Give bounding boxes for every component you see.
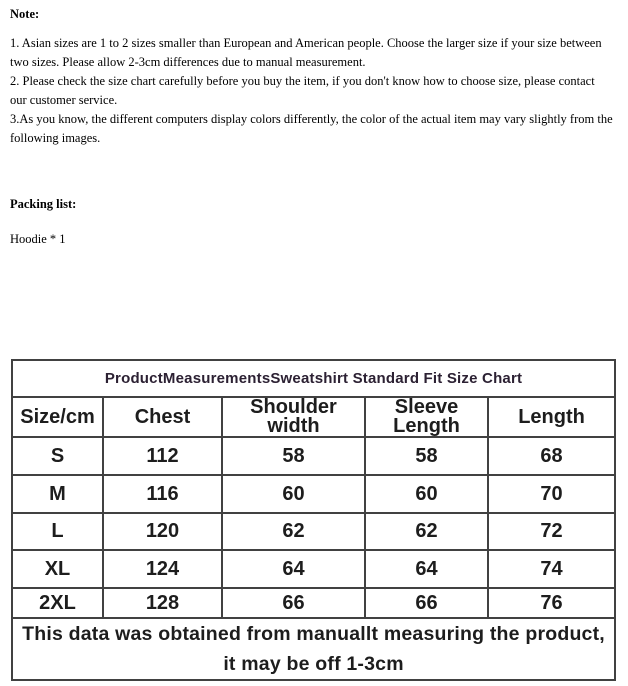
note-item-3: 3.As you know, the different computers display colors differently, the color of the actual item may vary slightly from the following images. [10,112,613,145]
sleeve-length-value: 62 [365,513,488,550]
packing-list-item: Hoodie * 1 [10,232,66,246]
size-row-xl [12,550,615,588]
shoulder-width-value: 60 [222,475,365,513]
shoulder-width-value: 62 [222,513,365,550]
sleeve-length-value: 64 [365,550,488,588]
size-label: M [12,475,103,513]
size-row-l [12,513,615,550]
sleeve-length-value: 60 [365,475,488,513]
size-chart-header-row [12,397,615,437]
shoulder-width-value: 58 [222,437,365,475]
length-value: 68 [488,437,615,475]
size-chart-title: ProductMeasurementsSweatshirt Standard Fit Size Chart [12,360,615,397]
length-value: 76 [488,588,615,618]
column-header-size: Size/cm [12,397,103,437]
chest-value: 128 [103,588,222,618]
size-chart-table [11,359,616,681]
length-value: 74 [488,550,615,588]
note-item-1: 1. Asian sizes are 1 to 2 sizes smaller than European and American people. Choose the larger size if your size between two sizes. Please allow 2-3cm differences due to manual measurement. [10,36,602,69]
length-value: 72 [488,513,615,550]
chest-value: 120 [103,513,222,550]
column-header-length: Length [488,397,615,437]
column-header-sleeve-length: Sleeve Length [365,397,488,437]
sleeve-length-value: 58 [365,437,488,475]
note-item-2: 2. Please check the size chart carefully before you buy the item, if you don't know how to choose size, please contact our customer service. [10,74,595,107]
shoulder-width-value: 64 [222,550,365,588]
shoulder-width-value: 66 [222,588,365,618]
chest-value: 112 [103,437,222,475]
size-label: S [12,437,103,475]
size-chart-title-row [12,360,615,397]
column-header-chest: Chest [103,397,222,437]
packing-list-heading: Packing list: [10,197,77,211]
sleeve-length-value: 66 [365,588,488,618]
size-chart-footnote-row [12,618,615,680]
footnote-line-2: it may be off 1-3cm [223,653,404,675]
size-label: L [12,513,103,550]
length-value: 70 [488,475,615,513]
size-label: XL [12,550,103,588]
size-label: 2XL [12,588,103,618]
size-row-m [12,475,615,513]
footnote-line-1: This data was obtained from manuallt measuring the product, [22,623,605,645]
size-row-s [12,437,615,475]
chest-value: 116 [103,475,222,513]
note-body [10,34,614,148]
size-chart-footnote [12,618,615,680]
chest-value: 124 [103,550,222,588]
size-row-2xl [12,588,615,618]
note-heading: Note: [10,7,40,21]
column-header-shoulder-width: Shoulder width [222,397,365,437]
